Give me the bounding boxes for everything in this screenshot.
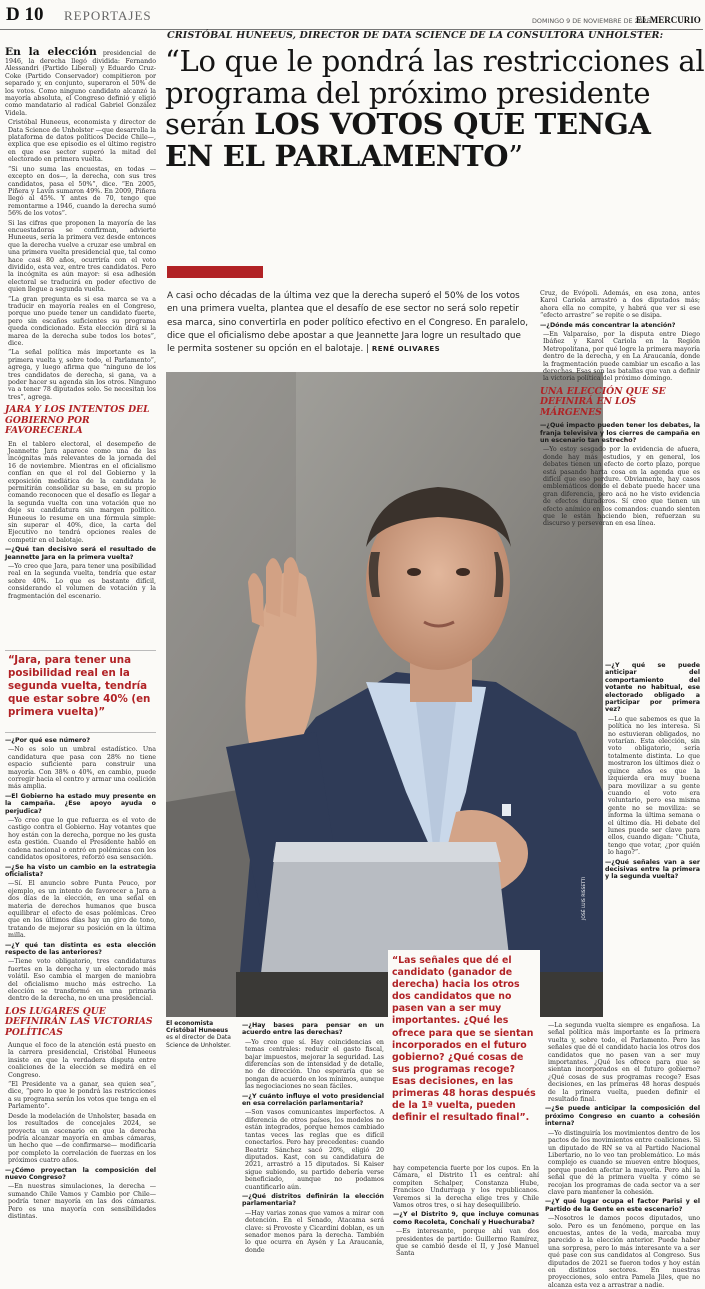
interview-question: —¿Por qué ese número? [5,737,91,744]
paragraph: Desde la modelación de Unholster, basada en los resultados de concejales 2024, se proyecta un escenario en que la derecha podría alcanzar mayoría en ambas cámaras, un hecho que —de confirmarse— modificaría por completo la correlación de fuerzas en los próximos cuatro años. [8,1112,156,1165]
paragraph: —Yo creo que lo que refuerza es el voto de castigo contra el Gobierno. Hay votantes que hoy están con la derecha, porque no les gusta esta gestión. Cuando el Presidente habló en cadena nacional o entró en polémicas con los candidatos opositores, reforzó esa sensación. [8,817,156,862]
paragraph: Cristóbal Huneeus, economista y director de Data Science de Unholster —que desarrolla la plataforma de datos políticos Decide Chile—, explica que ese episodio es el último registro en que ese sector superó la mitad del electorado en primera vuelta. [8,119,156,164]
paragraph: —No es solo un umbral estadístico. Una candidatura que pasa con 28% no tiene espacio suficiente para construir una mayoría. Con 38% o 40%, en cambio, puede corregir hacia el centro y armar una coalición más amplia. [8,746,156,791]
subheading: UNA ELECCIÓN QUE SE DEFINIRÁ EN LOS MÁRGENES [540,385,666,418]
paragraph: —En Valparaíso, por la disputa entre Diego Ibáñez y Karol Cariola en la Región Metropolitana, por qué logre la primera mayoría dentro de la derecha, y en La Araucanía, donde la fragmentación puede cambiar un escaño a las derechas. Esas son las batallas que van a definir la victoria política del próximo domingo. [543,331,700,383]
interview-question: —¿Qué distritos definirán la elección parlamentaria? [242,1192,384,1208]
paragraph: —Yo estoy sesgado por la evidencia de afuera, donde hay más estudios, y en general, los debates tienen un efecto de corto plazo, porque está pasando harta cosa en la agenda que es difícil que eso perdure. Obviamente, hay casos emblemáticos donde el debate puede hacer una gran diferencia, pero acá no he visto evidencia de efectos duraderos. Sí creo que tienen un efecto anímico en los comandos: cuando sienten que le están haciendo bien, refuerzan su discurso y perseveran en esa línea. [543,446,700,528]
page-number: D 10 [6,4,44,25]
article-column-1 [5,46,156,652]
interview-question: —¿Y el Distrito 9, que incluye comunas como Recoleta, Conchalí y Huechuraba? [393,1211,539,1226]
headline-text: “Lo que le pondrá las restricciones al programa del próximo presidente serán [165,44,705,141]
newspaper-name: EL MERCURIO [636,15,701,25]
paragraph: Aunque el foco de la atención está puesto en la carrera presidencial, Cristóbal Huneeus insiste en que la verdadera disputa entre coaliciones de la elección se medirá en el Congreso. [8,1042,156,1079]
interview-question: —¿Qué impacto pueden tener los debates, la franja televisiva y los cierres de campaña en un escenario tan estrecho? [540,422,700,444]
paragraph: hay competencia fuerte por los cupos. En la Cámara, el Distrito 11 es central: ahí compiten Schalper, Constanza Hube, Francisco Undurraga y los republicanos. Veremos si la derecha elige tres y Chile Vamos otros tres, o si hay desequilibrio. [393,1165,539,1210]
interview-question: —¿Dónde más concentrar la atención? [540,321,676,329]
interview-question: —¿Y qué se puede anticipar del comportamiento del votante no habitual, ese electorado obligado a participar por primera vez? [605,662,700,714]
divider [5,732,156,733]
article-column-2 [242,1022,384,1284]
subheading: LOS LUGARES QUE DEFINIRÁN LAS VICTORIAS POLÍTICAS [5,1005,153,1038]
pull-quote: “Jara, para tener una posibilidad real en la segunda vuelta, tendría que estar sobre 40% (en primera vuelta)” [8,654,151,718]
interview-question: —¿Y cuánto influye el voto presidencial en esa correlación parlamentaria? [242,1092,384,1108]
interview-question: —¿Y qué lugar ocupa el factor Parisi y el Partido de la Gente en este escenario? [545,1198,700,1213]
accent-bar [167,266,263,278]
paragraph: Cruz, de Evópoli. Además, en esa zona, antes Karol Cariola arrastró a dos diputados más; ahora ella no compite, y habrá que ver si ese “efecto arrastre” se repite o se disipa. [540,290,700,320]
caption-text: es el director de Data Science de Unholster. [166,1034,231,1049]
article-column-1b [5,737,156,1282]
paragraph: “El Presidente va a ganar, sea quien sea”, dice, “pero lo que le pondrá las restricciones a su programa serán los votos que tenga en el Parlamento”. [8,1081,156,1111]
paragraph: —Lo que sabemos es que la política no les interesa. Si no estuvieran obligados, no votarían. Esta elección, sin voto obligatorio, sería totalmente distinta. Lo que mostraron los últimos diez o quince años es que la izquierda era muy buena para movilizar a su gente cuando el voto era voluntario, pero esa misma gente no se moviliza: se informa la última semana o el último día. Hi debate del lunes puede ser clave para ellos, cuando digan: “Chuta, tengo que votar, ¿por quién lo hago?”. [608,715,700,857]
photo-caption [166,1020,240,1049]
paragraph: —Son vasos comunicantes imperfectos. A diferencia de otros países, los modelos no están integrados, porque hemos cambiado tantas veces las reglas que es difícil conectarlos. Pero hay precedentes: cuando Beatriz Sánchez sacó 20%, eligió 20 diputados. Kast, con su candidatura de 2021, arrastró a 15 diputados. Si Kaiser sigue subiendo, su partido debería verse beneficiado, aunque no podamos cuantificarlo aún. [245,1109,384,1191]
highlight-quote [388,950,540,1157]
interview-question: —¿Se puede anticipar la composición del próximo Congreso en cuanto a cohesión interna? [545,1105,700,1128]
subheading: JARA Y LOS INTENTOS DEL GOBIERNO POR FAVORECERLA [5,404,150,437]
deck-text: A casi ocho décadas de la última vez que la derecha superó el 50% de los votos en una primera vuelta, plantea que el desafío de ese sector no será solo repetir esa marca, sino convertirla en poder político efectivo en el Congreso. En paralelo, dice que el oficialismo debe apostar a que Jeannette Jara logre un resultado que le permita sostener su opción en el balotaje. [167,291,529,355]
paragraph: En el tablero electoral, el desempeño de Jeannette Jara aparece como una de las incógnitas más relevantes de la jornada del 16 de noviembre. Mientras en el oficialismo confían en que el rol del Gobierno y la exposición mediática de la candidata le permitirán consolidar su base, en su propio comando reconocen que el desafío es llegar a la segunda vuelta con una votación que no deje su candidatura sin margen político. Huneeus lo resume en una fórmula simple: sin superar el 40%, dice, la carta del Ejecutivo no tendrá opciones reales de competir en el balotaje. [8,440,156,544]
paragraph: —Tiene voto obligatorio, tres candidaturas fuertes en la derecha y un electorado más volátil. Eso cambia el margen de maniobra del oficialismo mucho más estrecho. La elección se transformó en una primaria dentro de la derecha, no en una presidencial. [8,958,156,1003]
paragraph: —La segunda vuelta siempre es engañosa. La señal política más importante es la primera vuelta y, sobre todo, el Parlamento. Pero las señales que dé el candidato hacia los otros dos candidatos que no pasen van a ser muy importantes. ¿Qué les ofrece para que se sientan incorporados en el futuro gobierno? ¿Qué cosas de sus programas recoge? Esas decisiones, en las primeras 48 horas después de la primera vuelta, pueden definir el resultado final. [548,1022,700,1104]
paragraph: —Hay varias zonas que vamos a mirar con detención. En el Senado, Atacama será clave: si Provoste y Cicardini doblan, es un senador menos para la derecha. También lo que ocurra en Aysén y La Araucanía, donde [245,1209,384,1254]
paragraph: —Sí. El anuncio sobre Punta Peuco, por ejemplo, es un intento de favorecer a Jara a dos días de la elección, en una señal en materia de derechos humanos que busca equilibrar el efecto de esas polémicas. Creo que en los últimos días hay un giro de tono, tratando de mejorar su posición en la última milla. [8,880,156,940]
divider [5,650,156,651]
paragraph: Si las cifras que proponen la mayoría de las encuestadoras se confirman, advierte Huneeus, sería la primera vez desde entonces que la derecha vuelve a cruzar ese umbral en una primera vuelta presidencial que, tal como hace casi 80 años, ocurriría con el voto dividido, esta vez, entre tres candidatos. Pero la incógnita es aún mayor: si esa adhesión electoral se traducirá en poder efectivo de quien llegue a segunda vuelta. [8,219,156,294]
section-name: REPORTAJES [64,8,152,23]
deck: A casi ocho décadas de la última vez que la derecha superó el 50% de los votos en una primera vuelta, plantea que el desafío de ese sector no será solo repetir esa marca, sino convertirla en poder político efectivo en el Congreso. En paralelo, dice que el oficialismo debe apostar a que Jeannette Jara logre un resultado que le permita sostener su opción en el balotaje. | RENÉ OLIVARES [167,291,529,355]
paragraph: “La gran pregunta es si esa marca se va a traducir en mayoría reales en el Congreso, porque uno puede tener un candidato fuerte, pero sin escaños suficientes su programa queda condicionado. Esta elección dirá si la marea de la derecha sube todos los botes”, dice. [8,295,156,348]
paragraph: —Es interesante, porque ahí van dos presidentes de partido: Guillermo Ramírez, que se cambió desde el II, y José Manuel Santa [396,1228,539,1258]
article-column-3 [393,1165,539,1283]
paragraph: “La señal política más importante es la primera vuelta y, sobre todo, el Parlamento”, agrega, y luego afirma que “ninguno de los tres candidatos de derecha, si gana, va a poder hacer su agenda sin los otros. Ninguno va a tener 78 diputados solo. Se necesitan los tres”, agrega. [8,349,156,401]
paragraph: —Yo distinguiría los movimientos dentro de los pactos de los movimientos entre coaliciones. Si un diputado de RN se va al Partido Nacional Libertario, no lo veo tan problemático. Lo más complejo es cuando se mueven entre bloques, porque pueden afectar la mayoría. Pero ahí la señal que dé la primera vuelta y cómo se recojan los programas de cada sector va a ser clave para mantener la cohesión. [548,1129,700,1196]
paragraph: presidencial de 1946, la derecha llegó dividida: Fernando Alessandri (Partido Liberal) y Eduardo Cruz-Coke (Partido Conservador) compitieron por separado y, en conjunto, superaron el 50% de los votos. Como ninguno candidato alcanzó la mayoría absoluta, el Congreso definió y eligió como mandatario al radical Gabriel González Videla. [5,50,156,117]
paragraph: “Si uno suma las encuestas, en todas —excepto en dos—, la derecha, con sus tres candidatos, pasa el 50%”, dice. “En 2005, Piñera y Lavín sumaron 49%. En 2009, Piñera llegó al 45%. Y antes de 70, tengo que remontarme a 1946, cuando la derecha sumó 56% de los votos”. [8,165,156,218]
interview-question: —¿Qué tan decisivo será el resultado de Jeannette Jara en la primera vuelta? [5,546,156,561]
caption-title: El economista Cristóbal Huneeus [166,1020,229,1035]
headline-close-quote: ” [508,138,523,173]
interview-question: —¿Cómo proyectan la composición del nuevo Congreso? [5,1166,156,1181]
paragraph: —Yo creo que sí. Hay coincidencias en temas centrales: reducir el gasto fiscal, bajar impuestos, mejorar la seguridad. Las diferencias son de intensidad y de detalle, no de dirección. Uno esperaría que se pongan de acuerdo en los mínimos, aunque las negociaciones no sean fáciles. [245,1038,384,1091]
photo-illustration [166,372,603,1017]
article-column-4 [540,290,700,662]
headline [165,46,705,172]
article-column-4c [545,1022,700,1289]
byline: RENÉ OLIVARES [371,345,441,354]
interview-question: —¿Hay bases para pensar en un acuerdo entre las derechas? [242,1022,384,1037]
paragraph: —Nosotros le damos pocos diputados, uno solo. Pero es un fenómeno, porque en las encuestas, antes de la veda, marcaba muy parecido a la elección anterior. Puede haber una sorpresa, pero lo más interesante va a ser qué pase con sus candidatos al Congreso. Sus diputados de 2021 se fueron todos y hoy están en distintos sectores. En nuestras proyecciones, solo entra Pamela Jiles, que no alcanza esta vez a arrastrar a nadie. [548,1215,700,1289]
headline-emphasis: LOS VOTOS QUE TENGA EN EL PARLAMENTO [165,107,651,173]
page-header [0,0,703,30]
article-column-4b [605,662,700,1022]
photo-credit: JOSÉ LUIS RISSETTI [582,877,587,920]
interview-question: —El Gobierno ha estado muy presente en la campaña. ¿Ese apoyo ayuda o perjudica? [5,792,156,815]
portrait-photo [166,372,603,1017]
interview-question: —¿Qué señales van a ser decisivas entre la primera y la segunda vuelta? [605,858,700,881]
paragraph: —Yo creo que Jara, para tener una posibilidad real en la segunda vuelta, tendría que estar sobre 40%. Lo que es bastante difícil, considerando el volumen de votación y la fragmentación del escenario. [8,563,156,600]
publication-date: DOMINGO 9 DE NOVIEMBRE DE 2025 [532,17,651,25]
kicker: CRISTÓBAL HUNEEUS, DIRECTOR DE DATA SCIENCE DE LA CONSULTORA UNHOLSTER: [167,30,664,41]
highlight-quote-text: “Las señales que dé el candidato (ganador de derecha) hacia los otros dos candidatos que no pasen van a ser muy importantes. ¿Qué les ofrece para que se sientan incorporados en el futuro gobierno? ¿Qué cosas de sus programas recoge? Esas decisiones, en las primeras 48 horas después de la 1ª vuelta, pueden definir el resultado final”. [392,955,536,1124]
interview-question: —¿Se ha visto un cambio en la estrategia oficialista? [5,863,156,878]
paragraph: —En nuestras simulaciones, la derecha —sumando Chile Vamos y Cambio por Chile— podría tener mayoría en las dos cámaras. Pero es una mayoría con sensibilidades distintas. [8,1183,156,1220]
drop-lead: En la elección [5,46,97,58]
interview-question: —¿Y qué tan distinta es esta elección respecto de las anteriores? [5,941,156,956]
